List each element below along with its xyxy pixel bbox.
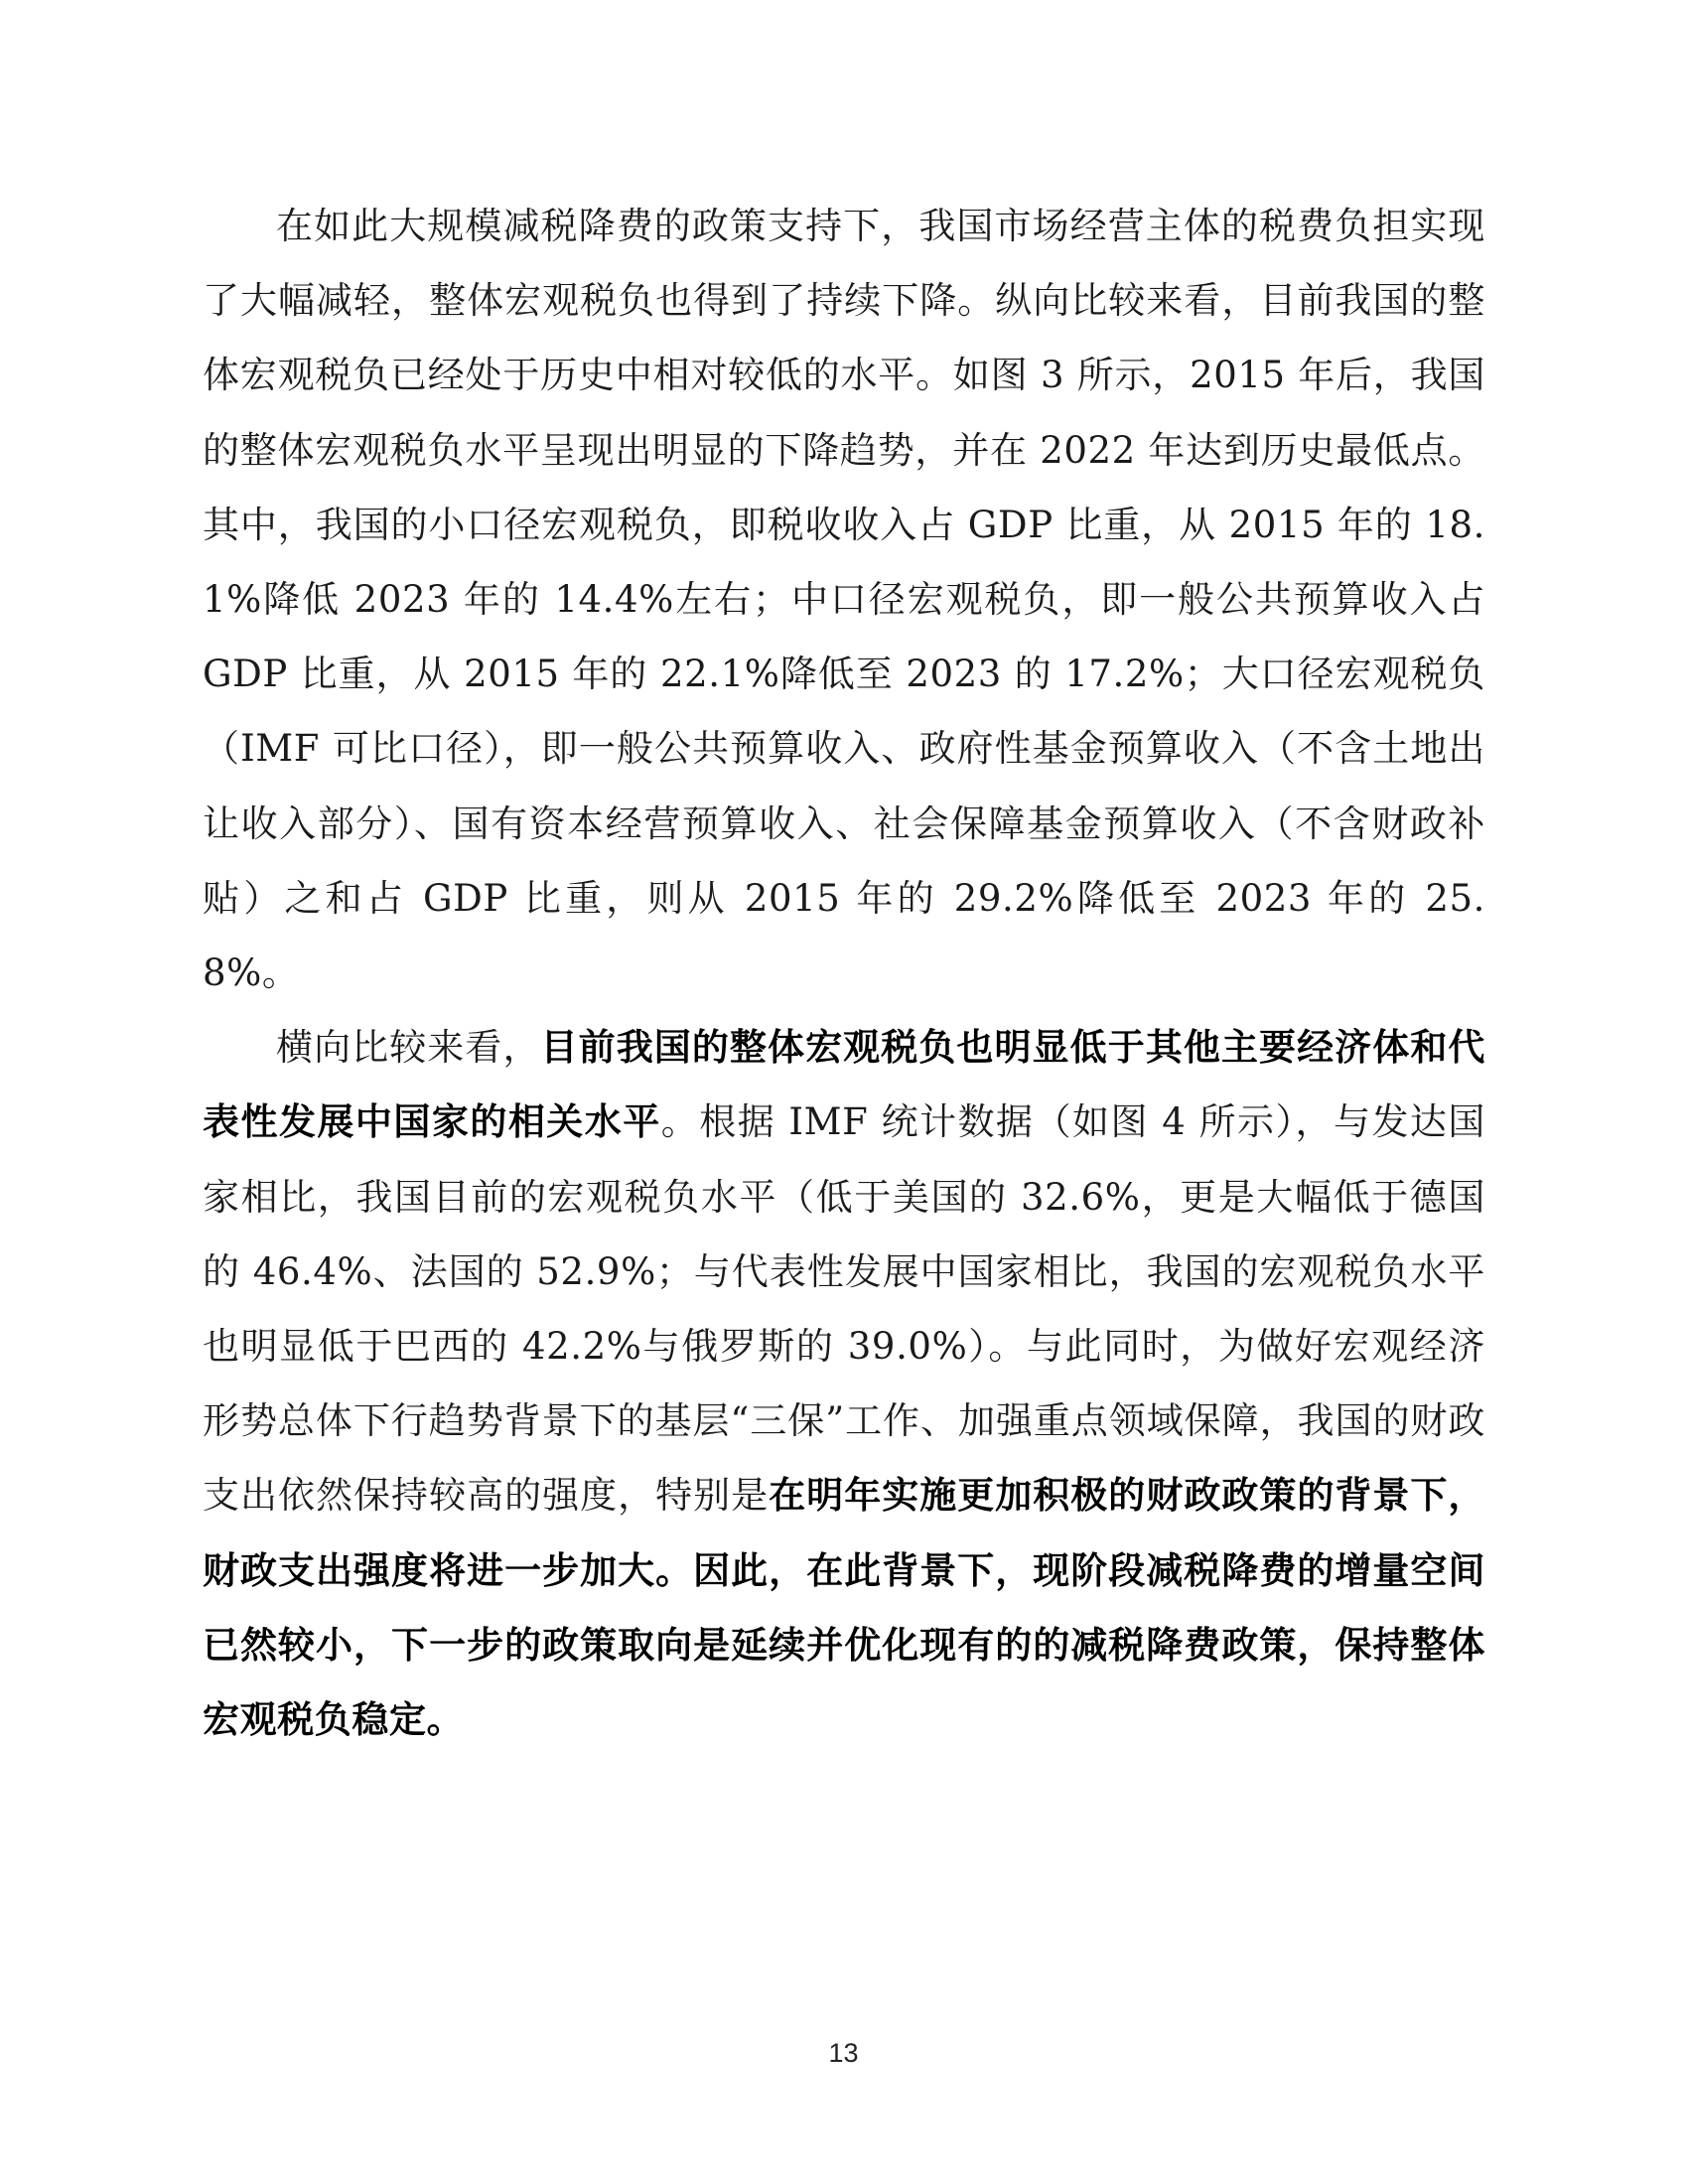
paragraph-international-comparison — [203, 1010, 1485, 1757]
document-body — [203, 189, 1485, 1757]
emphasis-text: 在明年实施更加积极的财政政策的背景下，财政支出强度将进一步加大。因此，在此背景下，现阶段减税降费的增量空间已然较小，下一步的政策取向是延续并优化现有的的减税降费政策，保持整体宏观税负稳定。 — [203, 1473, 1486, 1742]
paragraph-text: 横向比较来看， — [276, 1026, 541, 1070]
page-number: 13 — [828, 2038, 859, 2068]
paragraph-domestic-tax-burden — [203, 189, 1485, 1010]
paragraph-text: 。根据 IMF 统计数据（如图 4 所示），与发达国家相比，我国目前的宏观税负水平（低于美国的 32.6%，更是大幅低于德国的 46.4%、法国的 52.9%；与代表性发展中国家相比，我国的宏观税负水平也明显低于巴西的 42.2%与俄罗斯的 39.0%）。与此同时，为做好宏观经济形势总体下行趋势背景下的基层“三保”工作、加强重点领域保障，我国的财政支出依然保持较高的强度，特别是 — [203, 1100, 1486, 1518]
paragraph-text: 在如此大规模减税降费的政策支持下，我国市场经营主体的税费负担实现了大幅减轻，整体宏观税负也得到了持续下降。纵向比较来看，目前我国的整体宏观税负已经处于历史中相对较低的水平。如图 3 所示，2015 年后，我国的整体宏观税负水平呈现出明显的下降趋势，并在 2022 年达到历史最低点。其中，我国的小口径宏观税负，即税收收入占 GDP 比重，从 2015 年的 18.1%降低 2023 年的 14.4%左右；中口径宏观税负，即一般公共预算收入占 GDP 比重，从 2015 年的 22.1%降低至 2023 的 17.2%；大口径宏观税负（IMF 可比口径），即一般公共预算收入、政府性基金预算收入（不含土地出让收入部分）、国有资本经营预算收入、社会保障基金预算收入（不含财政补贴）之和占 GDP 比重，则从 2015 年的 29.2%降低至 2023 年的 25.8%。 — [203, 205, 1485, 995]
emphasis-text: 目前我国的整体宏观税负也明显低于其他主要经济体和代表性发展中国家的相关水平 — [203, 1025, 1486, 1144]
